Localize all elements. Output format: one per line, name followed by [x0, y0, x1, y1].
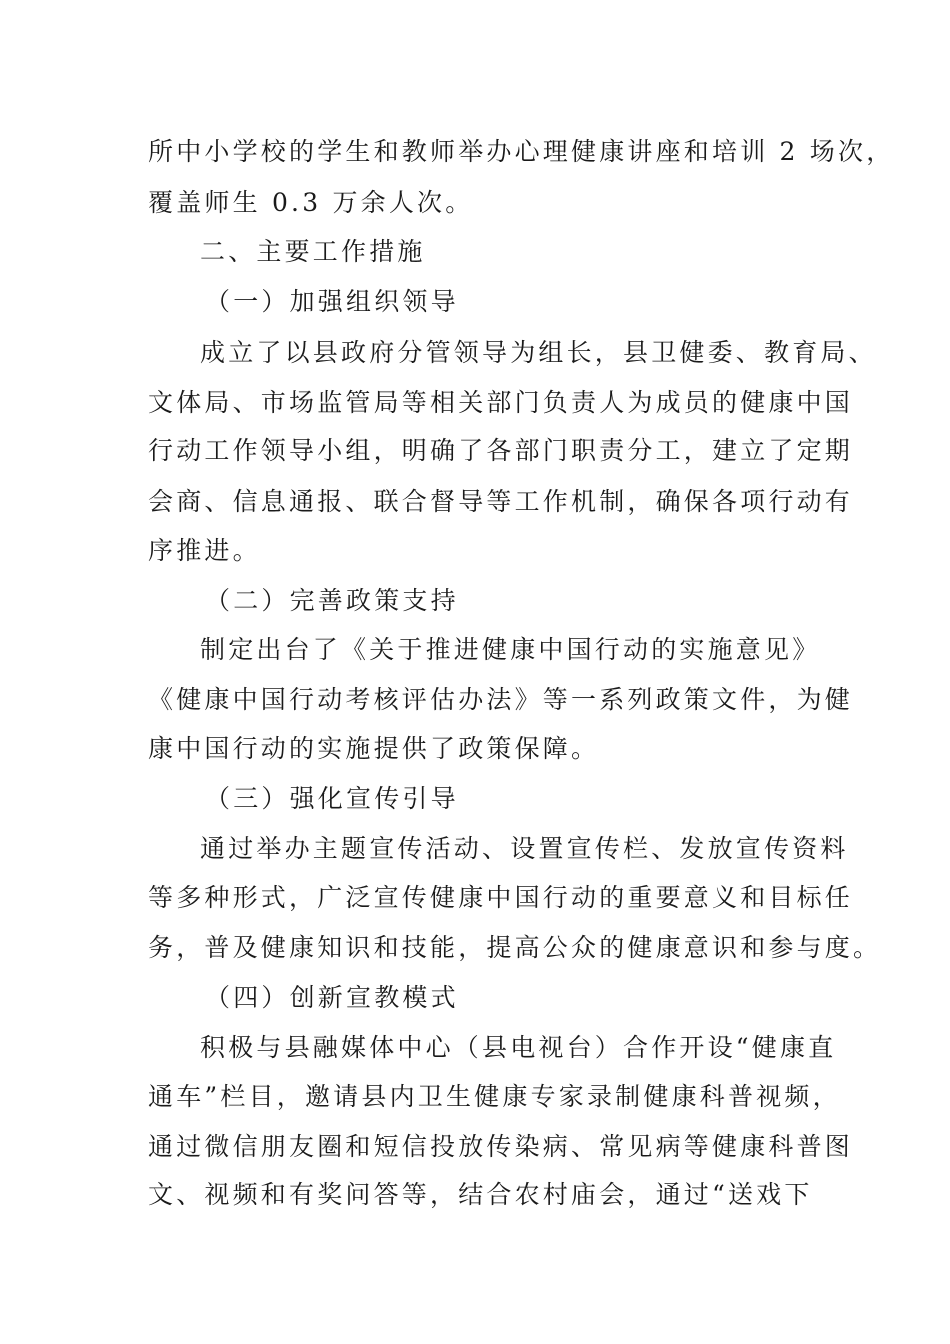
body-line: 行动工作领导小组，明确了各部门职责分工，建立了定期	[148, 436, 854, 465]
paragraph-first-line: 成立了以县政府分管领导为组长，县卫健委、教育局、	[200, 338, 877, 367]
body-line: 通过微信朋友圈和短信投放传染病、常见病等健康科普图	[148, 1132, 854, 1161]
body-line: 所中小学校的学生和教师举办心理健康讲座和培训 2 场次，	[148, 137, 895, 166]
body-line: 《健康中国行动考核评估办法》等一系列政策文件，为健	[148, 685, 854, 714]
body-line: 通车”栏目，邀请县内卫生健康专家录制健康科普视频，	[148, 1082, 841, 1111]
subsection-heading: （四）创新宣教模式	[205, 983, 459, 1012]
subsection-heading: （三）强化宣传引导	[205, 784, 459, 813]
body-line: 务，普及健康知识和技能，提高公众的健康意识和参与度。	[148, 933, 882, 962]
subsection-heading: （二）完善政策支持	[205, 586, 459, 615]
subsection-heading: （一）加强组织领导	[205, 287, 459, 316]
body-line: 等多种形式，广泛宣传健康中国行动的重要意义和目标任	[148, 883, 854, 912]
paragraph-first-line: 积极与县融媒体中心（县电视台）合作开设“健康直	[200, 1033, 837, 1062]
body-line: 覆盖师生 0.3 万余人次。	[148, 188, 474, 217]
body-line: 会商、信息通报、联合督导等工作机制，确保各项行动有	[148, 487, 854, 516]
paragraph-first-line: 通过举办主题宣传活动、设置宣传栏、发放宣传资料	[200, 834, 849, 863]
body-line: 序推进。	[148, 536, 261, 565]
body-line: 康中国行动的实施提供了政策保障。	[148, 734, 600, 763]
paragraph-first-line: 制定出台了《关于推进健康中国行动的实施意见》	[200, 635, 821, 664]
body-line: 文体局、市场监管局等相关部门负责人为成员的健康中国	[148, 388, 854, 417]
section-heading: 二、主要工作措施	[200, 237, 426, 266]
body-line: 文、视频和有奖问答等，结合农村庙会，通过“送戏下	[148, 1180, 813, 1209]
